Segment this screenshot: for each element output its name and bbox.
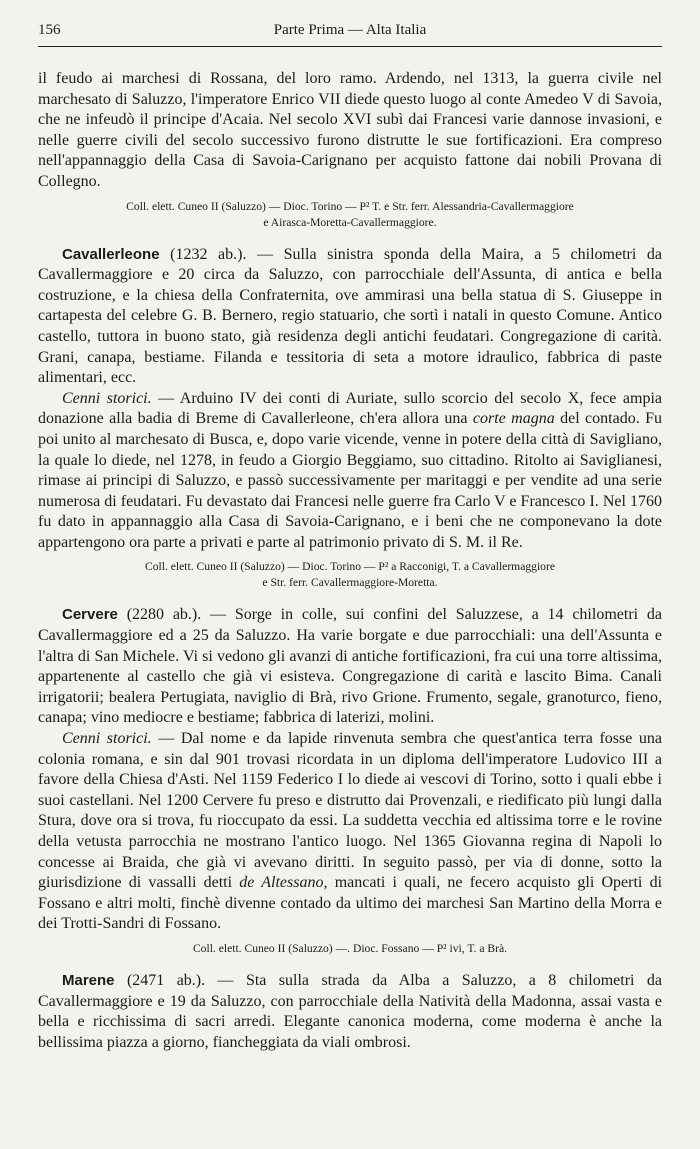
cavallerleone-history-a: — Arduino IV dei conti di Auriate, sullo scorcio del secolo X, fece ampia donazione alla badia di Breme di Cavallerleone, ch'era allora una	[38, 389, 663, 428]
intro-paragraph: il feudo ai marchesi di Rossana, del loro ramo. Ardendo, nel 1313, la guerra civile nel marchesato di Saluzzo, l'imperatore Enrico VII diede questo luogo al conte Amedeo V di Savoia, che ne infeudò il principe d'Acaia. Nel secolo XVI subì dai Francesi varie dannose invasioni, e nelle guerre civili del secolo successivo furono distrutte le sue fortificazioni. Era compreso nell'appannaggio della Casa di Savoia-Carignano per acquisto fattone dai nobili Provana di Collegno.	[38, 70, 662, 190]
cavallerleone-history	[38, 389, 662, 554]
cervere-note	[38, 941, 662, 957]
cervere-history-em: de Altessano	[239, 874, 324, 892]
cervere-history-a: — Dal nome e da lapide rinvenuta sembra che quest'antica terra fosse una colonia romana, e sin dal 901 trovasi ricordata in un diploma dell'imperatore Ludovico III a favore della Chiesa d'Asti. Nel 1159 Federico I lo diede ai vescovi di Torino, sotto i quali ebbe i suoi castellani. Nel 1200 Cervere fu preso e distrutto dai Provenzali, e riedificato più lungi dalla Stura, dove ora si trova, fu rioccupato da essi. La suddetta vecchia ed altissima torre e le rovine della vetusta parrocchia ne mostrano l'antico luogo. Nel 1365 Giovanna regina di Napoli lo concesse ai Braida, che già vi avevano diritti. In seguito passò, per via di donne, sotto la giurisdizione di vassalli detti	[38, 730, 663, 892]
header-rule	[38, 46, 662, 47]
running-title: Parte Prima — Alta Italia	[273, 22, 427, 38]
intro-note	[38, 199, 662, 231]
marene-desc-text: (2471 ab.). — Sta sulla strada da Alba a Saluzzo, a 8 chilometri da Cavallermaggiore e 19 da Saluzzo, con parrocchiale della Natività della Madonna, assai vasta e bella e ricchissima di sacri arredi. Elegante canonica moderna, come moderna è anche la bellissima piazza a giorno, fiancheggiata da viali ombrosi.	[38, 971, 662, 1051]
marene-description	[38, 971, 662, 1053]
cavallerleone-note-line1: Coll. elett. Cuneo II (Saluzzo) — Dioc. Torino — P² a Racconigi, T. a Cavallermaggiore	[145, 560, 555, 574]
cervere-history-b: , mancati i quali, ne fecero acquisto gli Operti di Fossano e altri molti, finchè divenne contado da ultimo dei marchesi San Martino della Morra e dei Trotti-Sandri di Fossano.	[38, 874, 663, 933]
cavallerleone-history-b: del contado. Fu poi unito al marchesato di Busca, e, dopo varie vicende, venne in potere della città di Savigliano, la quale lo diede, nel 1278, in feudo a Giorgio Beggiamo, suo cittadino. Ritolto ai Saviglianesi, rimase ai principi di Saluzzo, e passò successivamente per maritaggi e per vendite ad una serie numerosa di feudatari. Fu devastato dai Francesi nelle guerre fra Carlo V e Francesco I. Nel 1760 fu dato in appannaggio alla Casa di Savoia-Carignano, e i beni che ne componevano la dote appartengono ora parte a privati e parte al patrimonio privato di S. M. il Re.	[38, 410, 663, 551]
cavallerleone-cenni-label: Cenni storici.	[62, 389, 152, 407]
cavallerleone-note	[38, 559, 662, 591]
marene-heading: Marene	[62, 971, 115, 989]
cervere-desc-text: (2280 ab.). — Sorge in colle, sui confini del Saluzzese, a 14 chilometri da Cavallermaggiore ed a 25 da Saluzzo. Ha varie borgate e due parrocchiali: una dell'Assunta e l'altra di San Michele. Vi si vedono gli avanzi di antiche fortificazioni, fra cui una torre altissima, appartenente al castello che già vi esisteva. Congregazione di carità e lascito Bima. Canali irrigatorii; bealera Pertugiata, naviglio di Brà, rivo Grione. Frumento, segale, granoturco, fieno, canapa; vino mediocre e bestiame; fabbrica di laterizi, molini.	[38, 606, 662, 727]
cervere-description	[38, 605, 662, 729]
cervere-history	[38, 729, 662, 935]
intro-note-line2: e Airasca-Moretta-Cavallermaggiore.	[263, 215, 437, 229]
intro-note-line1: Coll. elett. Cuneo II (Saluzzo) — Dioc. Torino — P² T. e Str. ferr. Alessandria-Cavallermaggiore	[126, 199, 574, 213]
cervere-note-line1: Coll. elett. Cuneo II (Saluzzo) —. Dioc. Fossano — P² ivi, T. a Brà.	[192, 941, 508, 955]
page-header	[38, 22, 662, 44]
cavallerleone-history-em: corte magna	[472, 410, 555, 428]
cavallerleone-heading: Cavallerleone	[62, 245, 160, 263]
cavallerleone-desc-text: (1232 ab.). — Sulla sinistra sponda della Maira, a 5 chilometri da Cavallermaggiore e 20 circa da Saluzzo, con parrocchiale dell'Assunta, di antica e bella costruzione, e la chiesa della Confraternita, ove ammirasi una bella statua di S. Giuseppe in cartapesta del celebre G. B. Bernero, regio statuario, che sortì i natali in questo Comune. Antico castello, tuttora in buono stato, già residenza degli antichi feudatari. Congregazione di carità. Grani, canapa, bestiame. Filanda e tessitoria di seta a motore idraulico, fabbrica di paste alimentari, ecc.	[38, 245, 662, 387]
cervere-heading: Cervere	[62, 606, 118, 624]
cavallerleone-description	[38, 245, 662, 389]
page-number: 156	[38, 22, 61, 38]
cavallerleone-note-line2: e Str. ferr. Cavallermaggiore-Moretta.	[262, 576, 438, 590]
cervere-cenni-label: Cenni storici.	[62, 730, 152, 748]
